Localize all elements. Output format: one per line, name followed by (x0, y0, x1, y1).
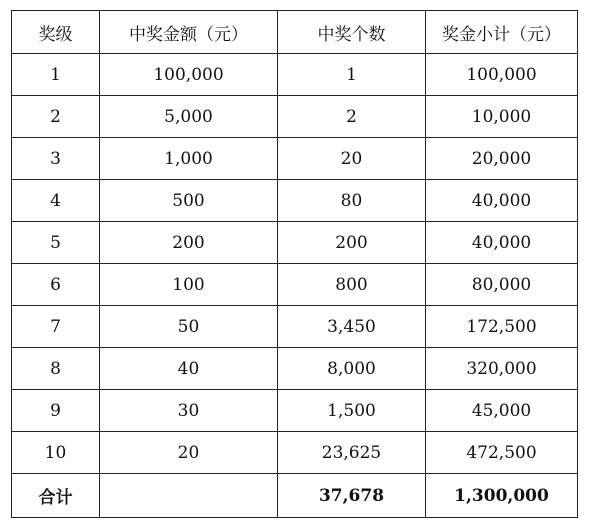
cell-prize-level: 2 (12, 96, 100, 138)
header-row (12, 11, 578, 54)
cell-winner-count: 2 (278, 96, 426, 138)
cell-prize-level: 1 (12, 54, 100, 96)
header-prize-amount: 中奖金额（元） (100, 11, 278, 54)
cell-prize-level: 9 (12, 390, 100, 432)
cell-prize-subtotal: 45,000 (426, 390, 578, 432)
cell-prize-subtotal: 40,000 (426, 222, 578, 264)
table-body (12, 54, 578, 474)
table-row (12, 138, 578, 180)
cell-prize-level: 8 (12, 348, 100, 390)
cell-winner-count: 1,500 (278, 390, 426, 432)
cell-prize-subtotal: 100,000 (426, 54, 578, 96)
cell-prize-amount: 500 (100, 180, 278, 222)
cell-prize-subtotal: 40,000 (426, 180, 578, 222)
table-row (12, 390, 578, 432)
cell-prize-level: 4 (12, 180, 100, 222)
header-prize-level: 奖级 (12, 11, 100, 54)
cell-prize-level: 5 (12, 222, 100, 264)
cell-prize-subtotal: 472,500 (426, 432, 578, 474)
cell-winner-count: 80 (278, 180, 426, 222)
cell-winner-count: 20 (278, 138, 426, 180)
table-row (12, 180, 578, 222)
total-row (12, 474, 578, 518)
header-prize-subtotal: 奖金小计（元） (426, 11, 578, 54)
table-row (12, 432, 578, 474)
cell-winner-count: 3,450 (278, 306, 426, 348)
cell-prize-level: 6 (12, 264, 100, 306)
cell-prize-amount: 40 (100, 348, 278, 390)
prize-table (11, 10, 578, 518)
cell-winner-count: 23,625 (278, 432, 426, 474)
cell-prize-amount: 20 (100, 432, 278, 474)
cell-prize-amount: 1,000 (100, 138, 278, 180)
total-amount-cell (100, 474, 278, 518)
table-row (12, 306, 578, 348)
cell-prize-amount: 30 (100, 390, 278, 432)
table-row (12, 348, 578, 390)
cell-prize-subtotal: 20,000 (426, 138, 578, 180)
cell-prize-level: 3 (12, 138, 100, 180)
cell-prize-subtotal: 320,000 (426, 348, 578, 390)
cell-winner-count: 1 (278, 54, 426, 96)
cell-prize-level: 7 (12, 306, 100, 348)
cell-prize-subtotal: 10,000 (426, 96, 578, 138)
cell-prize-amount: 200 (100, 222, 278, 264)
total-subtotal: 1,300,000 (426, 474, 578, 518)
cell-winner-count: 200 (278, 222, 426, 264)
cell-prize-amount: 5,000 (100, 96, 278, 138)
cell-prize-amount: 100 (100, 264, 278, 306)
header-winner-count: 中奖个数 (278, 11, 426, 54)
table-row (12, 96, 578, 138)
cell-winner-count: 8,000 (278, 348, 426, 390)
total-label: 合计 (12, 474, 100, 518)
table-row (12, 264, 578, 306)
table-row (12, 222, 578, 264)
cell-prize-subtotal: 172,500 (426, 306, 578, 348)
cell-prize-amount: 50 (100, 306, 278, 348)
cell-prize-subtotal: 80,000 (426, 264, 578, 306)
cell-prize-level: 10 (12, 432, 100, 474)
cell-winner-count: 800 (278, 264, 426, 306)
cell-prize-amount: 100,000 (100, 54, 278, 96)
total-count: 37,678 (278, 474, 426, 518)
table-row (12, 54, 578, 96)
prize-table-container (11, 10, 577, 518)
